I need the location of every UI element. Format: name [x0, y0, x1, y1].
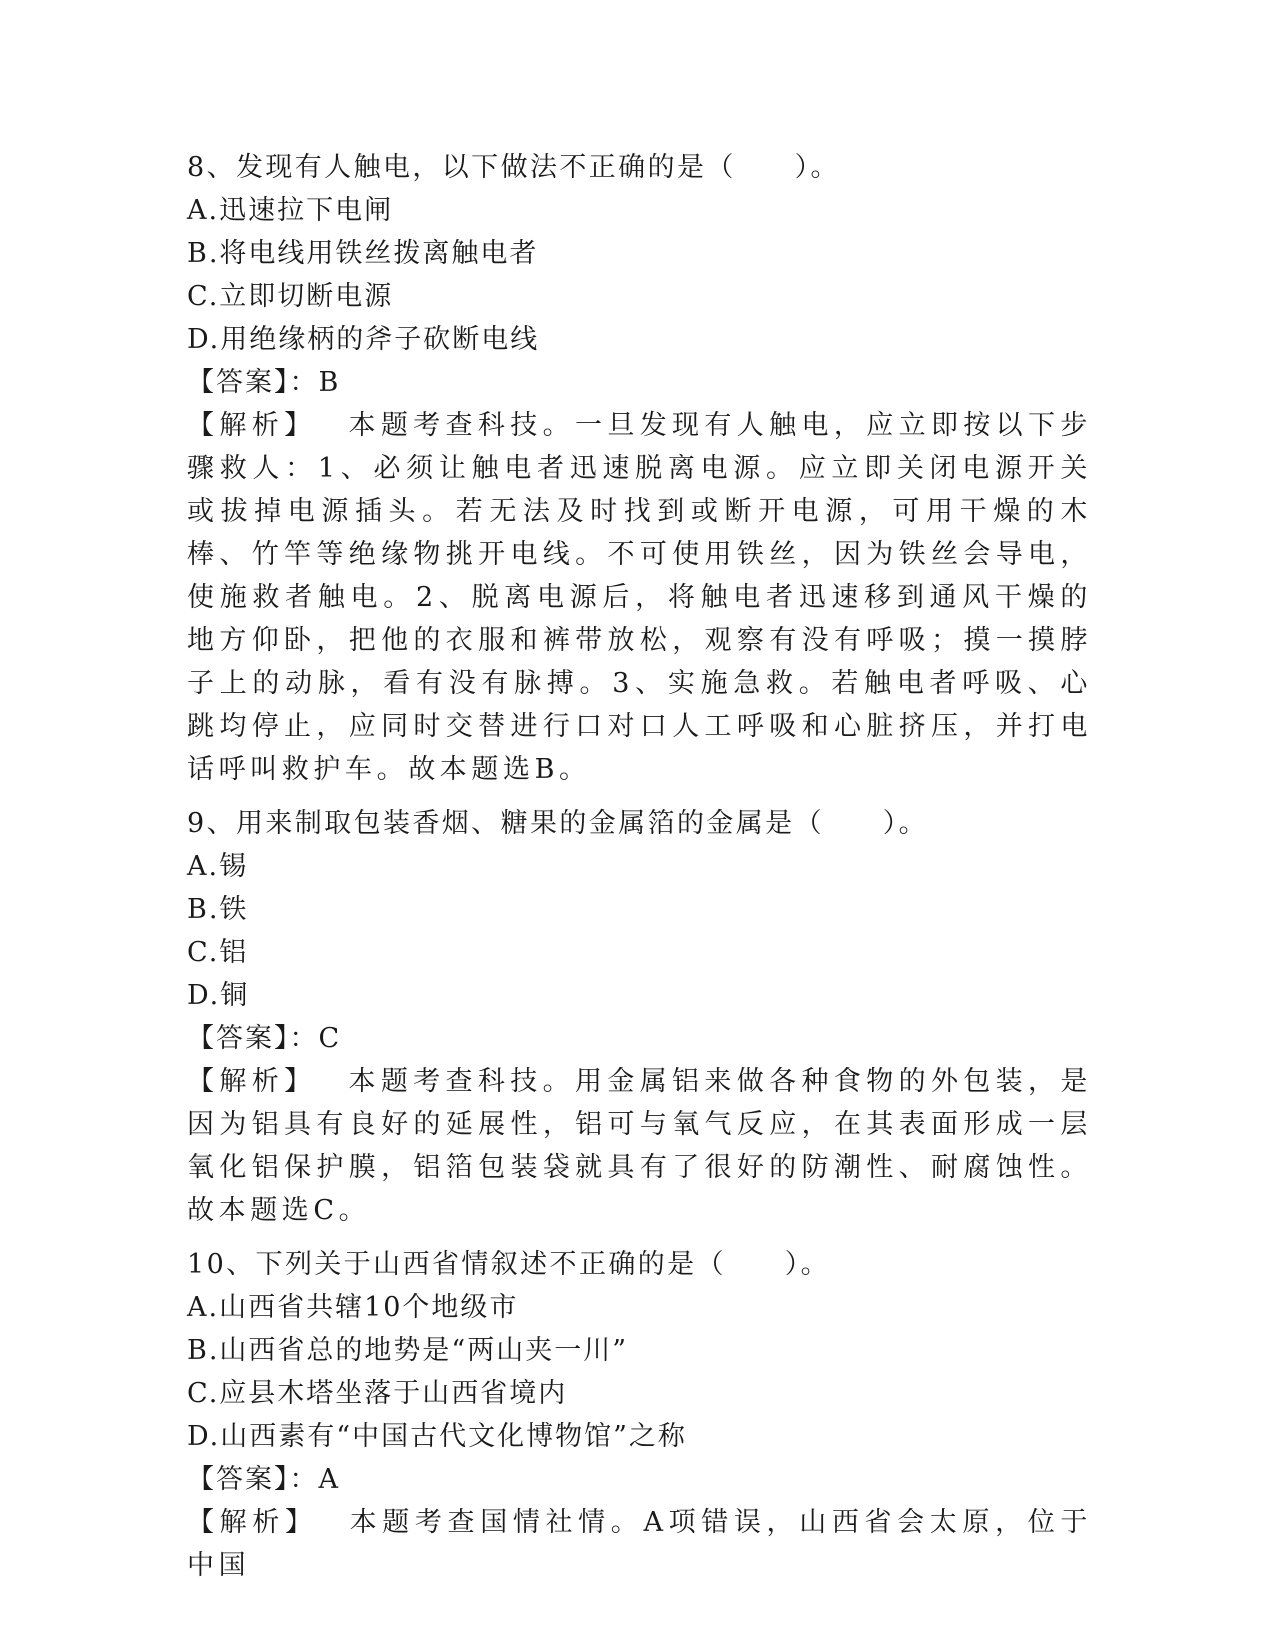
analysis-text: 本题考查国情社情。A项错误，山西省会太原，位于中国 — [187, 1507, 1092, 1581]
option-c: C.立即切断电源 — [187, 281, 394, 312]
question-stem: 9、用来制取包装香烟、糖果的金属箔的金属是（ ）。 — [187, 808, 929, 839]
option-b: B.铁 — [187, 894, 249, 925]
option-b: B.将电线用铁丝拨离触电者 — [187, 238, 539, 269]
question-8 — [187, 146, 1092, 791]
question-stem: 10、下列关于山西省情叙述不正确的是（ ）。 — [187, 1249, 831, 1280]
answer-line — [187, 361, 1092, 404]
question-9 — [187, 802, 1092, 1232]
option-d: D.用绝缘柄的斧子砍断电线 — [187, 324, 540, 355]
answer-value: C — [318, 1023, 342, 1054]
answer-label: 【答案】： — [187, 1464, 319, 1495]
option-d: D.铜 — [187, 980, 250, 1011]
analysis-text: 本题考查科技。用金属铝来做各种食物的外包装，是因为铝具有良好的延展性，铝可与氧气反应，在其表面形成一层氧化铝保护膜，铝箔包装袋就具有了很好的防潮性、耐腐蚀性。故本题选C。 — [187, 1066, 1092, 1226]
option-c: C.铝 — [187, 937, 249, 968]
option-b: B.山西省总的地势是“两山夹一川” — [187, 1335, 629, 1366]
option-a: A.迅速拉下电闸 — [187, 195, 394, 226]
answer-value: B — [318, 367, 341, 398]
question-stem: 8、发现有人触电，以下做法不正确的是（ ）。 — [187, 152, 840, 183]
answer-line — [187, 1458, 1092, 1501]
question-spacer — [187, 1232, 1092, 1243]
answer-value: A — [318, 1464, 340, 1495]
analysis-paragraph — [187, 404, 1092, 791]
question-spacer — [187, 791, 1092, 802]
answer-line — [187, 1017, 1092, 1060]
analysis-paragraph — [187, 1060, 1092, 1232]
analysis-label: 【解析】 — [187, 410, 317, 441]
analysis-label: 【解析】 — [187, 1066, 317, 1097]
option-d: D.山西素有“中国古代文化博物馆”之称 — [187, 1421, 687, 1452]
option-a: A.山西省共辖10个地级市 — [187, 1292, 519, 1323]
analysis-text: 本题考查科技。一旦发现有人触电，应立即按以下步骤救人：1、必须让触电者迅速脱离电源。应立即关闭电源开关或拔掉电源插头。若无法及时找到或断开电源，可用干燥的木棒、竹竿等绝缘物挑开电线。不可使用铁丝，因为铁丝会导电，使施救者触电。2、脱离电源后，将触电者迅速移到通风干燥的地方仰卧，把他的衣服和裤带放松，观察有没有呼吸；摸一摸脖子上的动脉，看有没有脉搏。3、实施急救。若触电者呼吸、心跳均停止，应同时交替进行口对口人工呼吸和心脏挤压，并打电话呼叫救护车。故本题选B。 — [187, 410, 1092, 785]
analysis-label: 【解析】 — [187, 1507, 318, 1538]
option-a: A.锡 — [187, 851, 249, 882]
document-page — [187, 146, 1092, 1587]
analysis-paragraph — [187, 1501, 1092, 1587]
answer-label: 【答案】： — [187, 367, 319, 398]
question-10 — [187, 1243, 1092, 1587]
answer-label: 【答案】： — [187, 1023, 319, 1054]
option-c: C.应县木塔坐落于山西省境内 — [187, 1378, 568, 1409]
